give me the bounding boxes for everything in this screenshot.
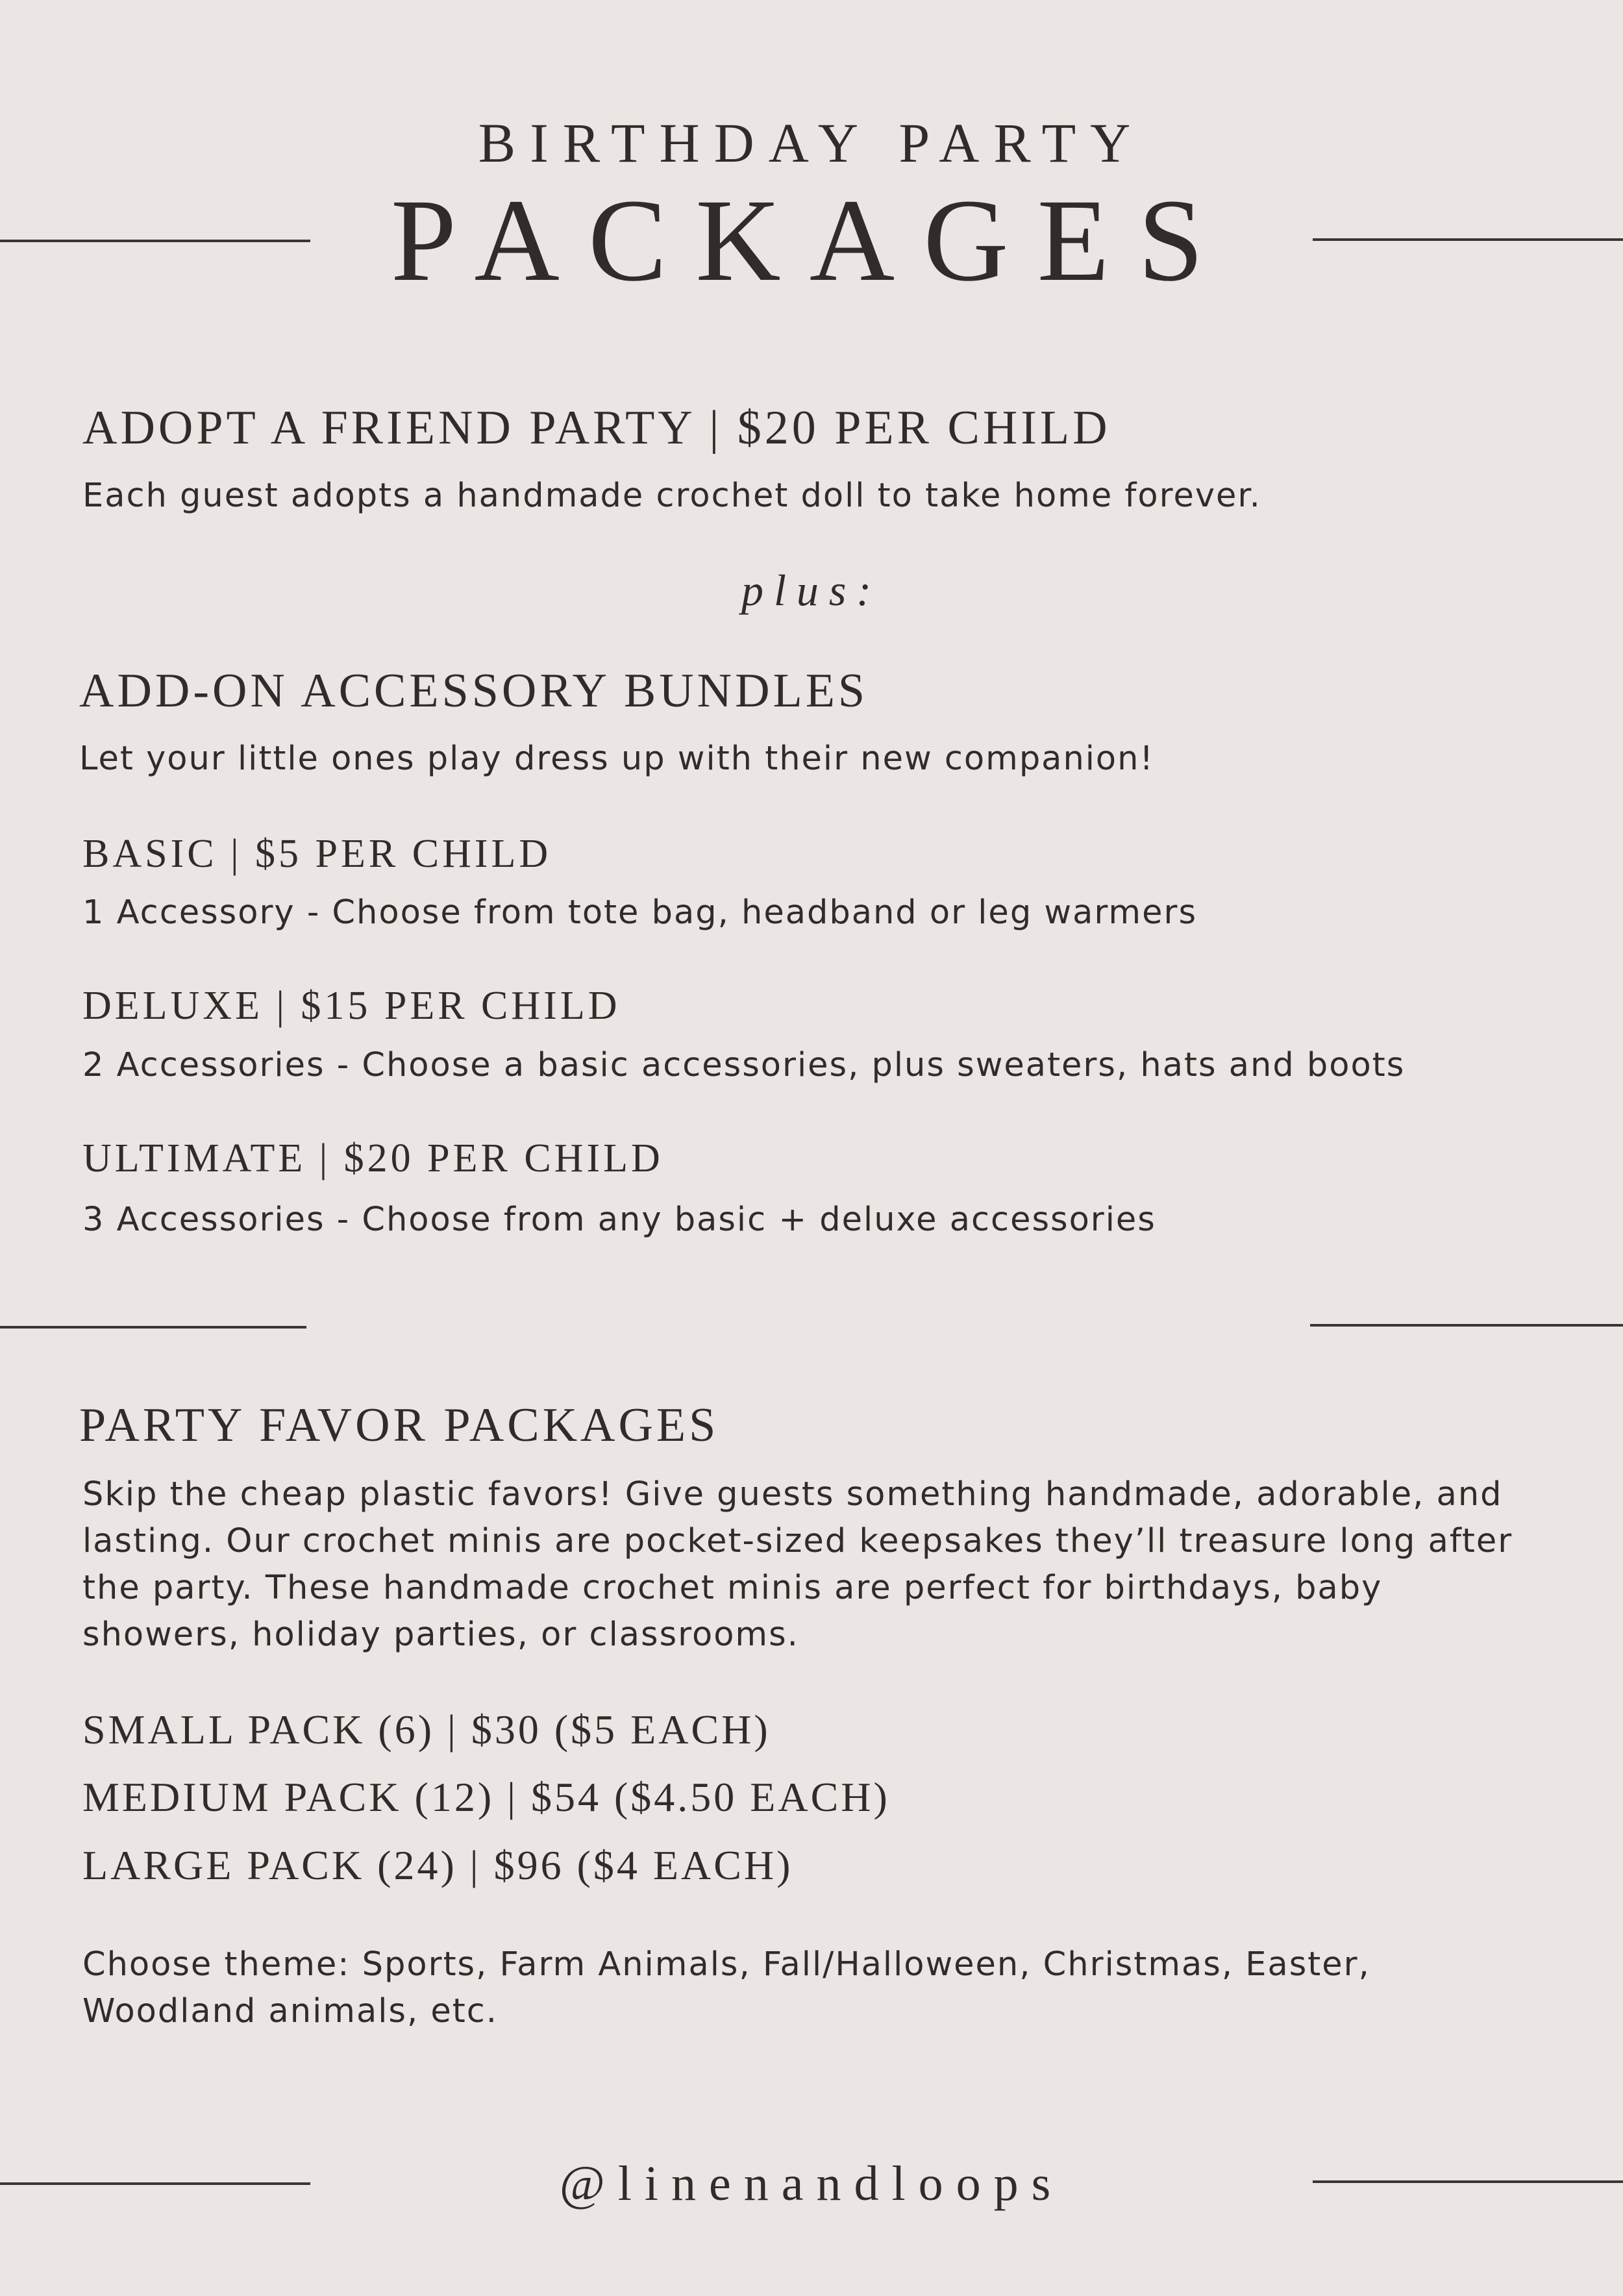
accessories-heading: ADD-ON ACCESSORY BUNDLES — [79, 664, 869, 718]
page-kicker: BIRTHDAY PARTY — [478, 112, 1145, 174]
favors-heading: PARTY FAVOR PACKAGES — [79, 1399, 719, 1452]
favors-description: Skip the cheap plastic favors! Give guests something handmade, adorable, and lasting. Our crochet minis are pocket-sized keepsakes they’ll treasure long after the party. These handmade crochet minis are perfect for birthdays, baby showers, holiday parties, or classrooms. — [82, 1475, 1513, 1654]
pack-small: SMALL PACK (6) | $30 ($5 EACH) — [82, 1706, 771, 1753]
favors-themes: Choose theme: Sports, Farm Animals, Fall/Halloween, Christmas, Easter, Woodland animals, etc. — [82, 1945, 1370, 2030]
tier-title-ultimate: ULTIMATE | $20 PER CHILD — [82, 1136, 663, 1180]
social-handle: @linenandloops — [559, 2156, 1064, 2211]
section-left-rule — [0, 1326, 306, 1329]
tier-title-basic: BASIC | $5 PER CHILD — [82, 832, 552, 876]
page-title: PACKAGES — [390, 175, 1233, 306]
section-right-rule — [1310, 1324, 1623, 1327]
pack-medium: MEDIUM PACK (12) | $54 ($4.50 EACH) — [82, 1774, 890, 1820]
adopt-heading: ADOPT A FRIEND PARTY | $20 PER CHILD — [82, 401, 1111, 455]
tier-detail-deluxe: 2 Accessories - Choose a basic accessories, plus sweaters, hats and boots — [82, 1046, 1406, 1084]
plus-label: plus: — [741, 566, 882, 615]
tier-detail-basic: 1 Accessory - Choose from tote bag, headband or leg warmers — [82, 893, 1198, 932]
pack-large: LARGE PACK (24) | $96 ($4 EACH) — [82, 1842, 793, 1888]
adopt-description: Each guest adopts a handmade crochet doll to take home forever. — [82, 477, 1261, 515]
accessories-description: Let your little ones play dress up with their new companion! — [79, 740, 1154, 778]
tier-detail-ultimate: 3 Accessories - Choose from any basic + deluxe accessories — [82, 1201, 1156, 1239]
tier-title-deluxe: DELUXE | $15 PER CHILD — [82, 984, 621, 1028]
